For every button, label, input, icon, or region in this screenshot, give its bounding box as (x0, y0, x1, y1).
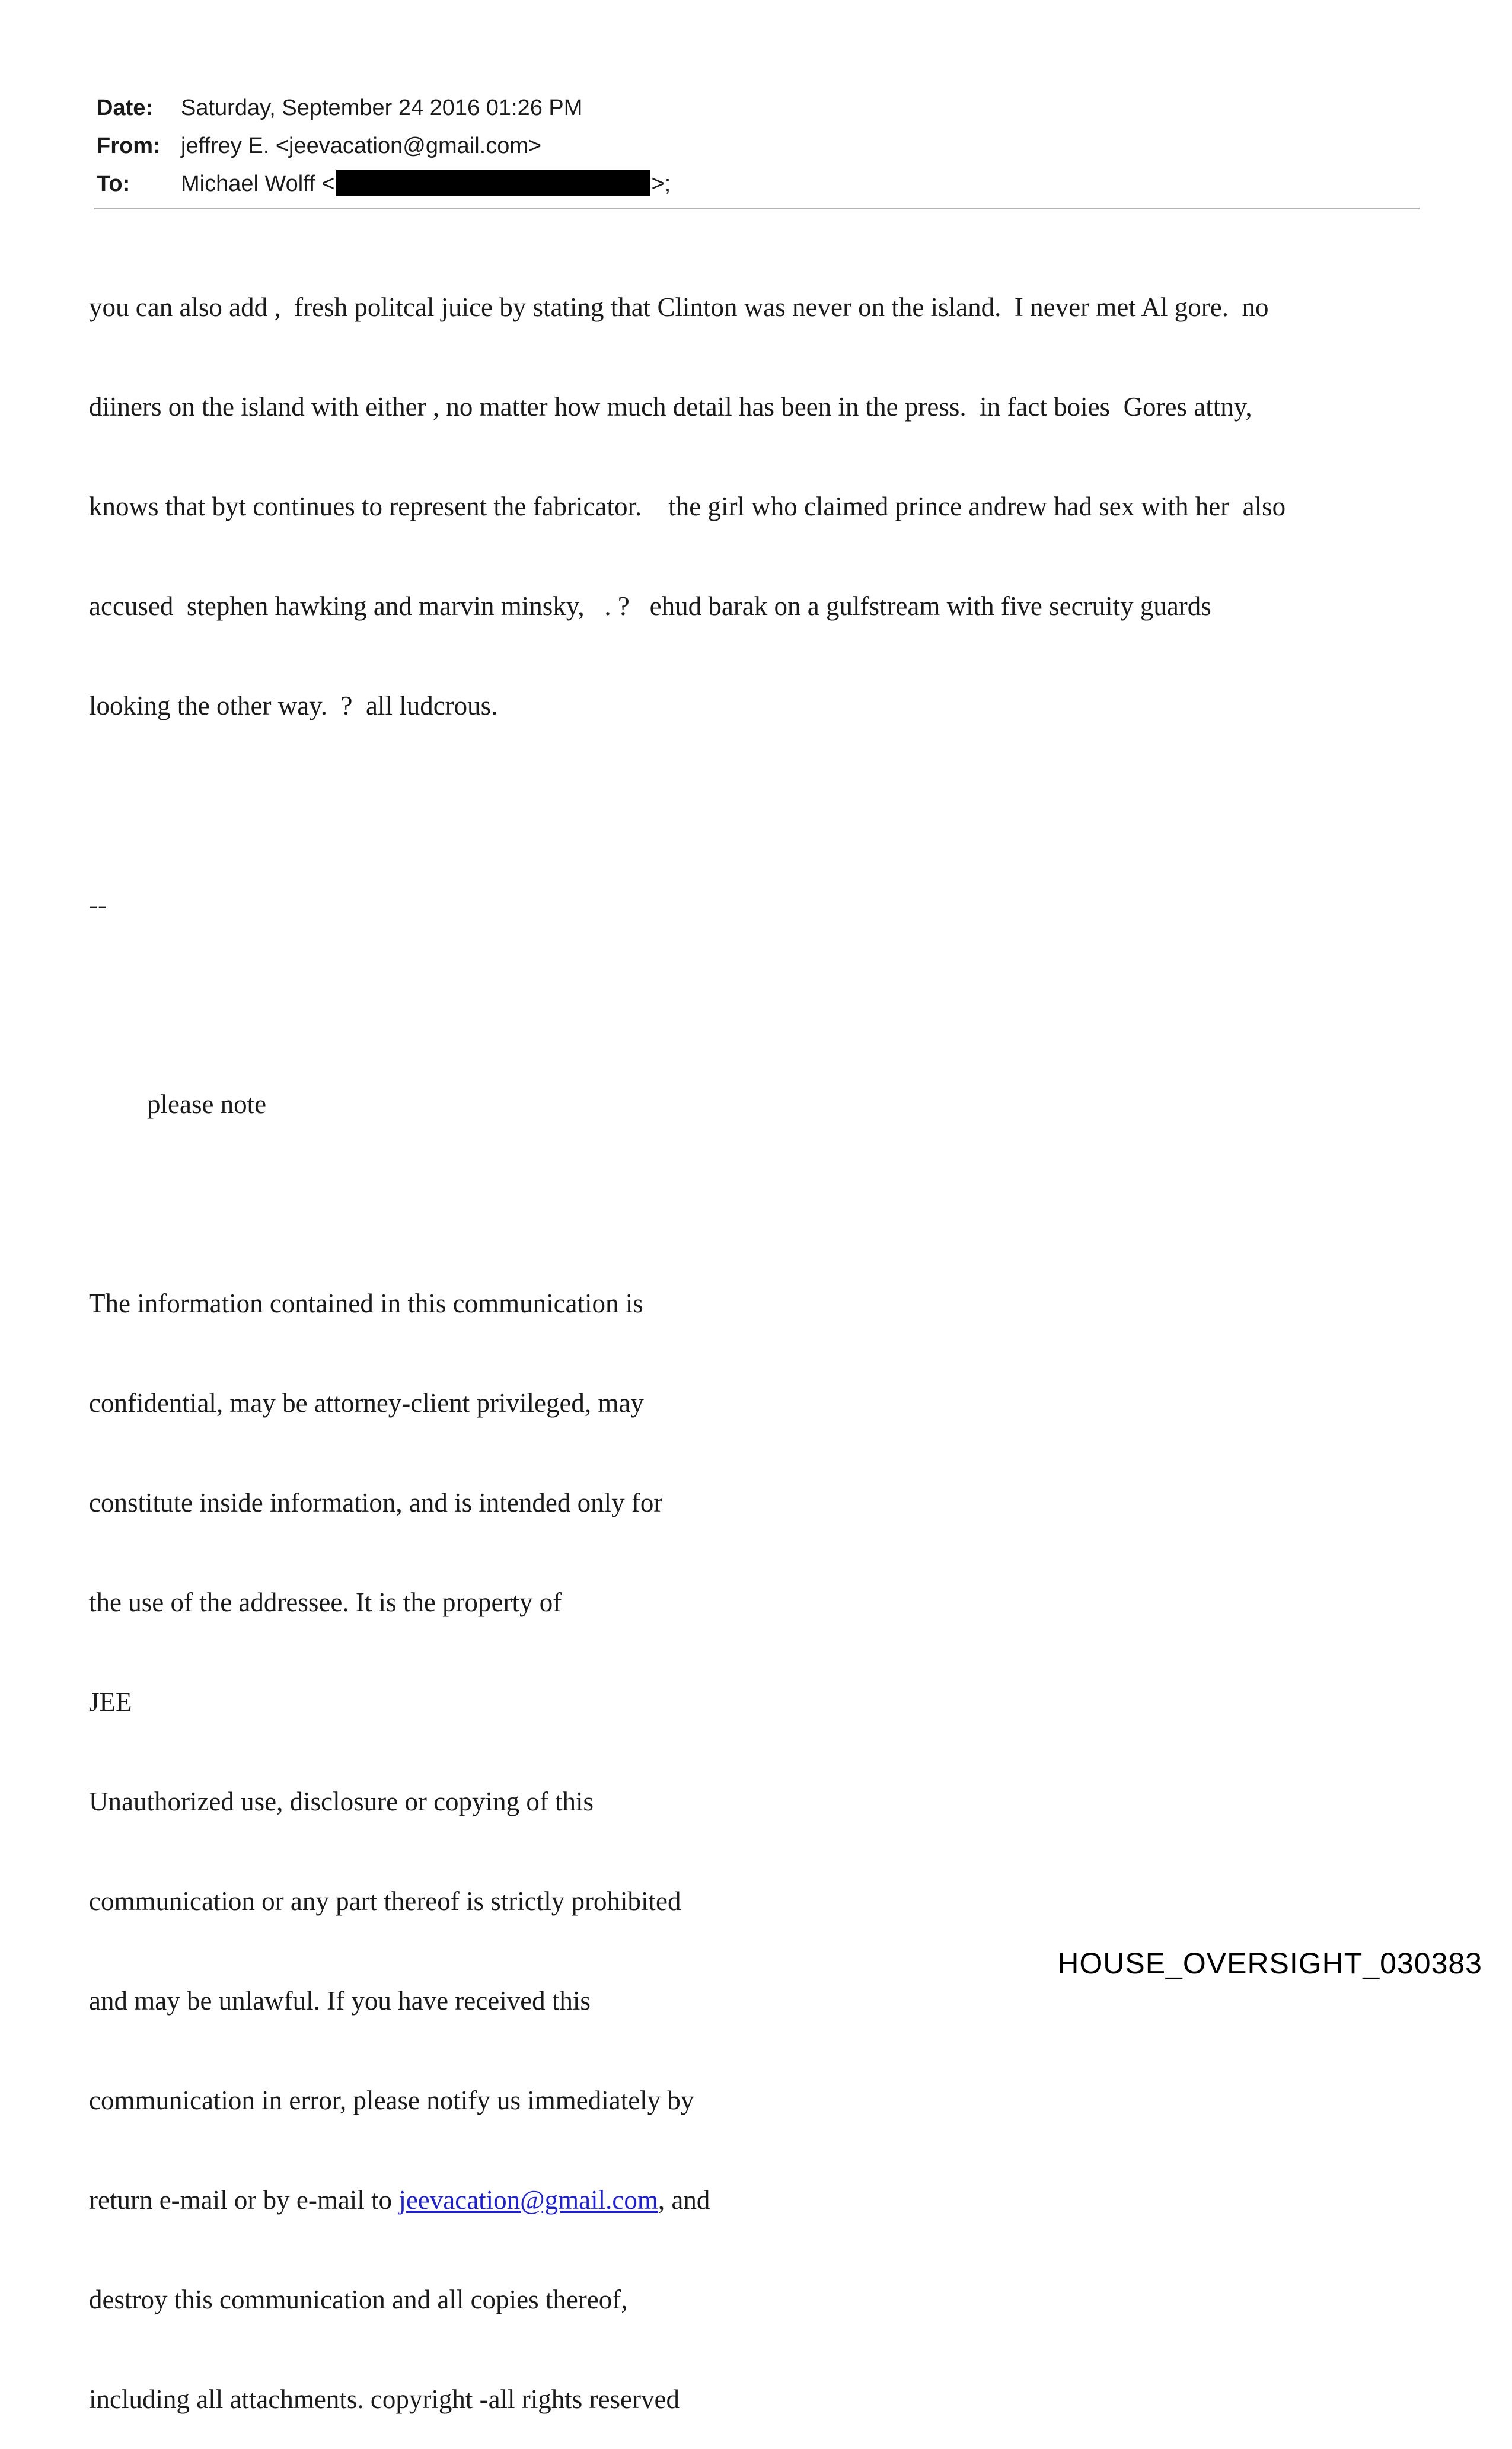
to-row (95, 165, 1417, 203)
document-id: HOUSE_OVERSIGHT_030383 (1057, 1947, 1482, 1980)
from-value: jeffrey E. <jeevacation@gmail.com> (181, 133, 542, 158)
body-line: accused stephen hawking and marvin minsky, . ? ehud barak on a gulfstream with five secruity guards (89, 591, 1211, 621)
spacer (89, 988, 1429, 1021)
signature-separator: -- (89, 890, 107, 920)
to-name: Michael Wolff < (181, 171, 335, 196)
redaction-block (336, 170, 650, 196)
link-prefix: return e-mail or by e-mail to (89, 2185, 399, 2215)
date-value: Saturday, September 24 2016 01:26 PM (181, 95, 583, 120)
body-line: looking the other way. ? all ludcrous. (89, 691, 498, 720)
body-line: you can also add , fresh politcal juice by stating that Clinton was never on the island. I never met Al gore. no (89, 292, 1269, 322)
link-suffix: , and (658, 2185, 710, 2215)
to-value (181, 165, 671, 203)
disclaimer-line: destroy this communication and all copies thereof, (89, 2285, 628, 2314)
date-row (95, 89, 1417, 127)
disclaimer-line: including all attachments. copyright -all rights reserved (89, 2384, 680, 2414)
to-label: To: (97, 171, 130, 196)
from-row (95, 127, 1417, 165)
email-body (89, 224, 1429, 2449)
disclaimer-line: communication in error, please notify us immediately by (89, 2086, 694, 2115)
email-link[interactable]: jeevacation@gmail.com (398, 2185, 658, 2215)
disclaimer-link-line (89, 2183, 1429, 2217)
disclaimer-line: The information contained in this communication is (89, 1289, 643, 1318)
to-suffix: >; (651, 171, 671, 196)
disclaimer-line: confidential, may be attorney-client privileged, may (89, 1388, 644, 1418)
body-line: knows that byt continues to represent the fabricator. the girl who claimed prince andrew had sex with her also (89, 492, 1286, 521)
please-note: please note (147, 1089, 267, 1119)
spacer (89, 1187, 1429, 1220)
header-divider (94, 208, 1420, 209)
body-line: diiners on the island with either , no matter how much detail has been in the press. in fact boies Gores attny, (89, 392, 1252, 422)
disclaimer-line: JEE (89, 1687, 132, 1717)
date-label: Date: (97, 95, 154, 120)
disclaimer-line: the use of the addressee. It is the property of (89, 1587, 562, 1617)
disclaimer-line: and may be unlawful. If you have received this (89, 1986, 591, 2016)
email-header (95, 89, 1417, 203)
disclaimer-line: Unauthorized use, disclosure or copying of this (89, 1787, 594, 1816)
disclaimer-line: constitute inside information, and is intended only for (89, 1488, 663, 1517)
from-label: From: (97, 133, 161, 158)
spacer (89, 789, 1429, 822)
disclaimer-line: communication or any part thereof is strictly prohibited (89, 1886, 681, 1916)
